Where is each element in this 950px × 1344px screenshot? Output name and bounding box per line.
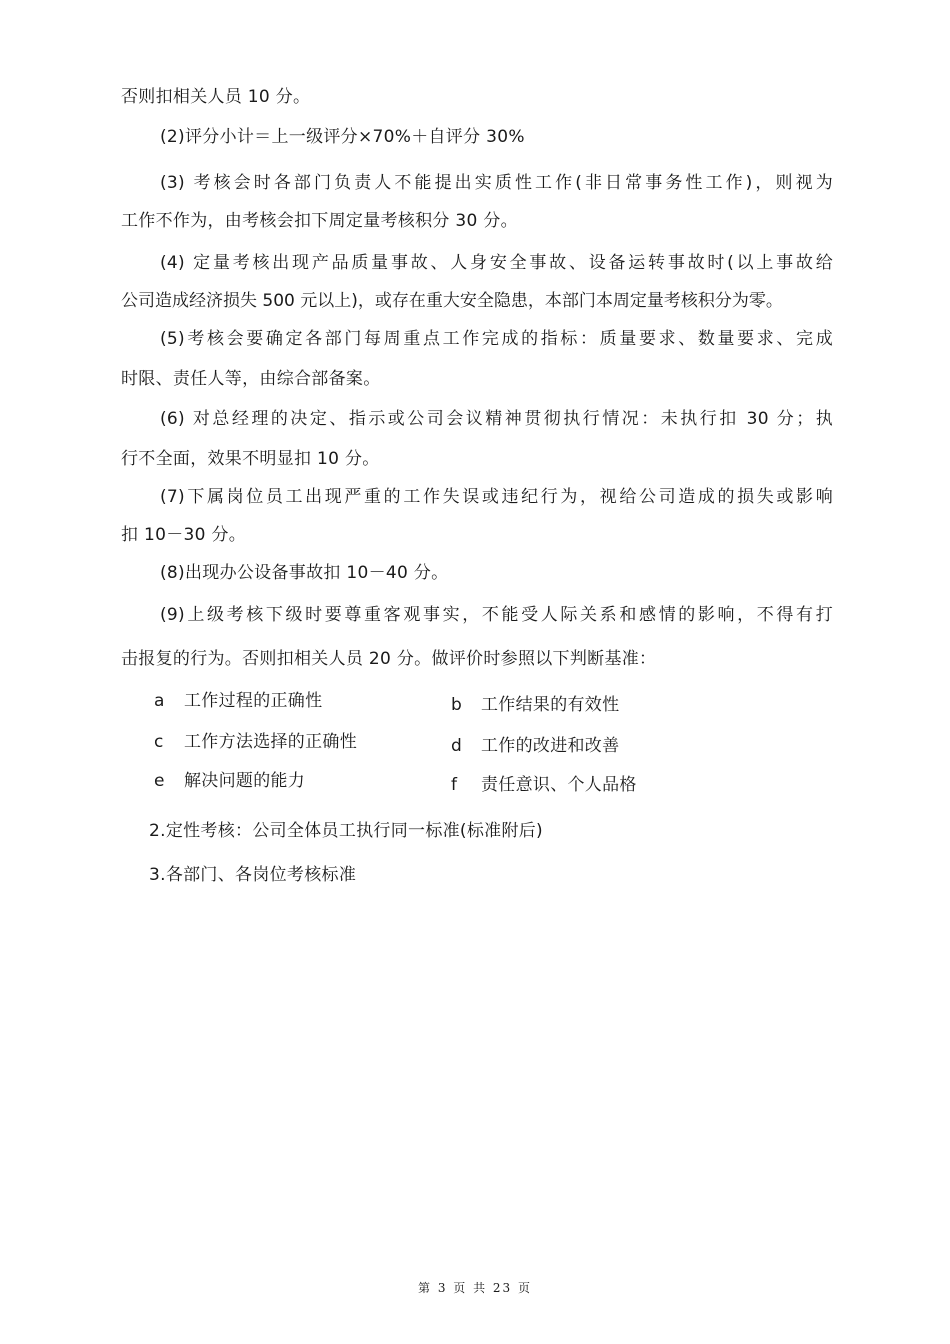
criterion-item: [451, 735, 619, 757]
criterion-text: 责任意识、个人品格: [481, 775, 637, 795]
criterion-item: [451, 694, 619, 716]
page-footer: 第 3 页 共 23 页: [418, 1281, 532, 1295]
paragraph-line: 行不全面，效果不明显扣 10 分。: [121, 449, 380, 469]
criterion-text: 解决问题的能力: [184, 771, 306, 791]
paragraph-line: (2)评分小计＝上一级评分×70%＋自评分 30%: [160, 127, 525, 147]
paragraph-line: (7)下属岗位员工出现严重的工作失误或违纪行为，视给公司造成的损失或影响: [160, 487, 833, 507]
criterion-text: 工作过程的正确性: [184, 691, 323, 711]
paragraph-line: 公司造成经济损失 500 元以上)，或存在重大安全隐患，本部门本周定量考核积分为零。: [121, 291, 783, 311]
criterion-key: c: [154, 732, 164, 752]
paragraph-line: (5)考核会要确定各部门每周重点工作完成的指标：质量要求、数量要求、完成: [160, 329, 833, 349]
paragraph-line: (3) 考核会时各部门负责人不能提出实质性工作(非日常事务性工作)，则视为: [160, 173, 833, 193]
paragraph-line: (9)上级考核下级时要尊重客观事实，不能受人际关系和感情的影响，不得有打: [160, 605, 833, 625]
paragraph-line: (8)出现办公设备事故扣 10－40 分。: [160, 563, 449, 583]
paragraph-line: 时限、责任人等，由综合部备案。: [121, 369, 381, 389]
criterion-key: a: [154, 691, 165, 711]
criterion-text: 工作结果的有效性: [481, 695, 620, 715]
criterion-item: [154, 690, 322, 712]
criterion-text: 工作的改进和改善: [481, 736, 620, 756]
criterion-key: d: [451, 736, 463, 756]
section-heading: 3.各部门、各岗位考核标准: [149, 865, 357, 885]
criterion-item: [154, 770, 305, 792]
criterion-key: b: [451, 695, 463, 715]
criterion-text: 工作方法选择的正确性: [184, 732, 357, 752]
paragraph-line: 击报复的行为。否则扣相关人员 20 分。做评价时参照以下判断基准：: [121, 649, 657, 669]
criterion-item: [451, 774, 637, 796]
paragraph-line: 否则扣相关人员 10 分。: [121, 87, 311, 107]
paragraph-line: (6) 对总经理的决定、指示或公司会议精神贯彻执行情况：未执行扣 30 分；执: [160, 409, 833, 429]
section-heading: 2.定性考核：公司全体员工执行同一标准(标准附后): [149, 821, 543, 841]
paragraph-line: 工作不作为，由考核会扣下周定量考核积分 30 分。: [121, 211, 518, 231]
paragraph-line: 扣 10－30 分。: [121, 525, 247, 545]
criterion-key: e: [154, 771, 165, 791]
criterion-item: [154, 731, 357, 753]
criterion-key: f: [451, 775, 458, 795]
paragraph-line: (4) 定量考核出现产品质量事故、人身安全事故、设备运转事故时(以上事故给: [160, 253, 833, 273]
